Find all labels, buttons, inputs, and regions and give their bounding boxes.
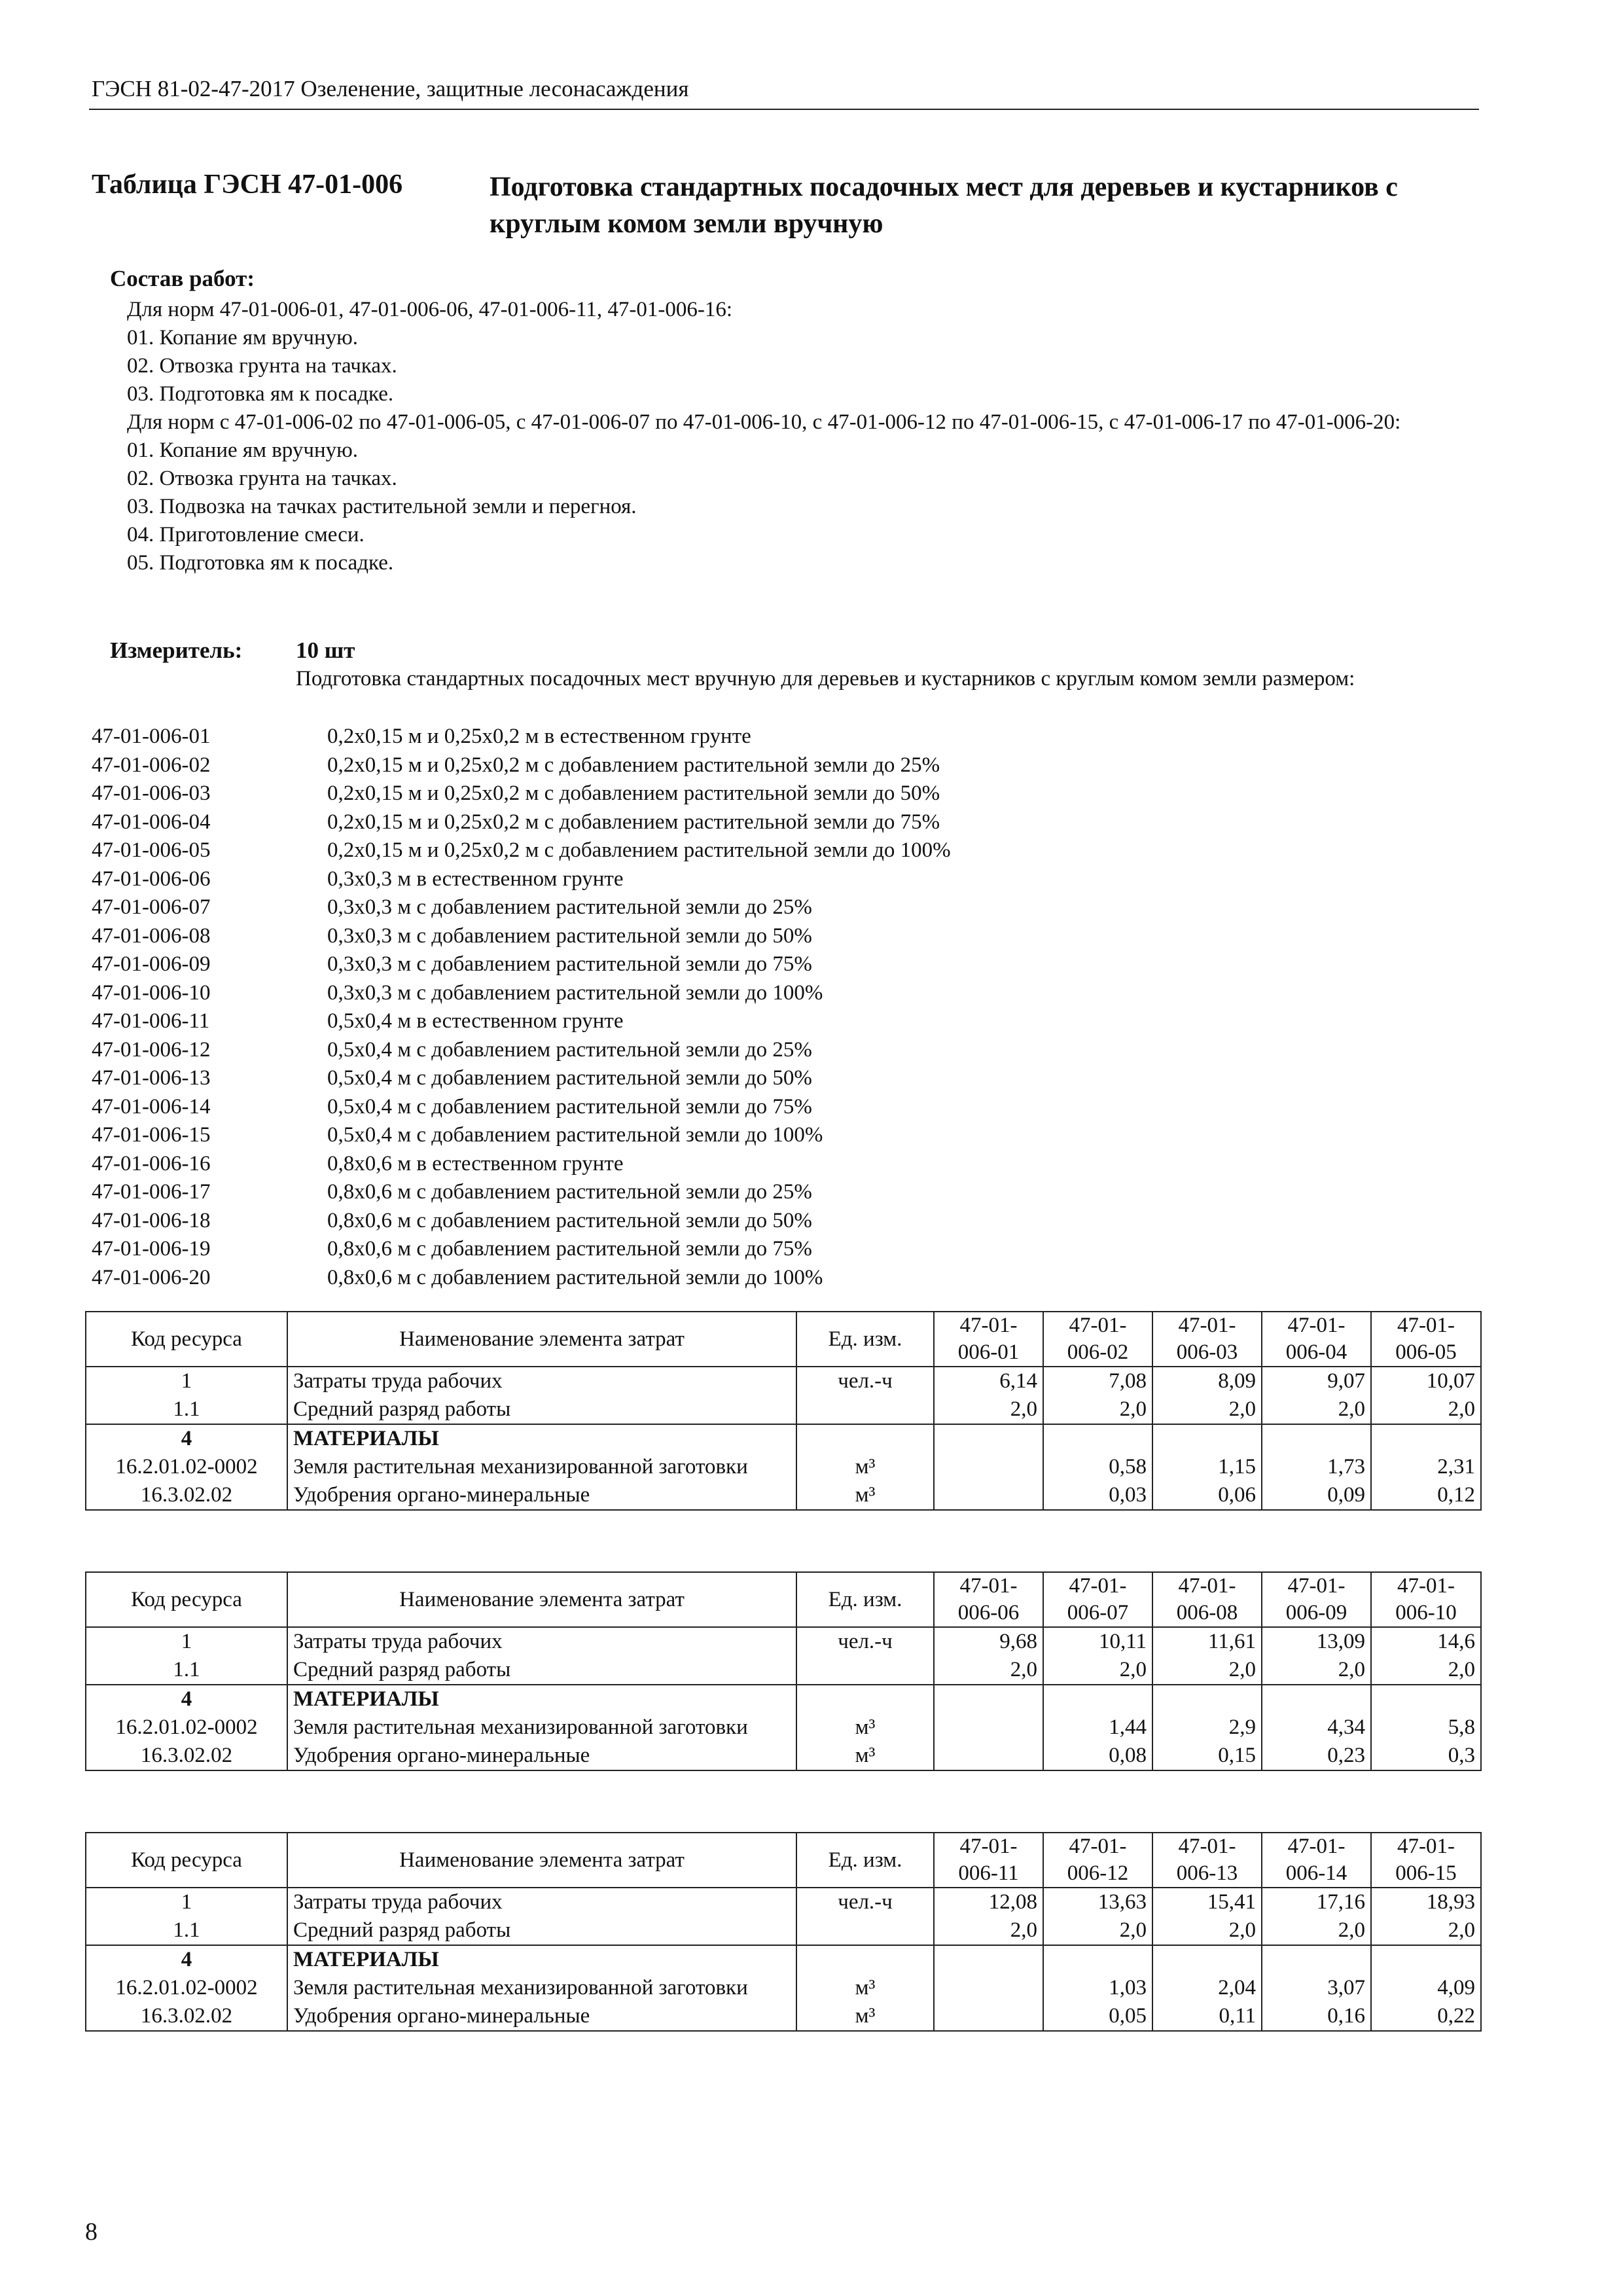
header-norm-column xyxy=(1371,1312,1481,1367)
row-value: 1,73 xyxy=(1262,1453,1371,1481)
composition-list xyxy=(127,296,1462,577)
row-value xyxy=(934,1453,1043,1481)
row-value: 14,6 xyxy=(1371,1627,1481,1656)
measure-label: Измеритель: xyxy=(110,637,243,663)
norm-row xyxy=(92,751,1466,780)
row-unit: м³ xyxy=(796,1713,934,1742)
row-value: 7,08 xyxy=(1043,1367,1152,1395)
header-norm-line: 006-02 xyxy=(1067,1340,1129,1364)
row-unit xyxy=(796,1656,934,1685)
row-name: МАТЕРИАЛЫ xyxy=(287,1685,796,1713)
row-unit: чел.-ч xyxy=(796,1888,934,1916)
header-name: Наименование элемента затрат xyxy=(287,1572,796,1627)
running-header: ГЭСН 81-02-47-2017 Озеленение, защитные лесонасаждения xyxy=(92,76,689,101)
row-value xyxy=(934,1424,1043,1453)
norm-code: 47-01-006-01 xyxy=(92,725,211,748)
row-value: 1,15 xyxy=(1152,1453,1262,1481)
row-value xyxy=(934,1945,1043,1974)
header-norm-line: 47-01- xyxy=(1178,1835,1236,1858)
row-unit xyxy=(796,1424,934,1453)
row-name: Затраты труда рабочих xyxy=(287,1627,796,1656)
row-value: 2,0 xyxy=(1043,1395,1152,1424)
header-norm-column xyxy=(934,1833,1043,1888)
row-value: 11,61 xyxy=(1152,1627,1262,1656)
header-norm-line: 006-01 xyxy=(957,1340,1020,1364)
row-value xyxy=(1043,1685,1152,1713)
norm-row xyxy=(92,1235,1466,1264)
row-code: 16.3.02.02 xyxy=(86,2002,287,2031)
row-unit xyxy=(796,1685,934,1713)
composition-line: 01. Копание ям вручную. xyxy=(127,439,359,462)
header-norm-column xyxy=(1152,1833,1262,1888)
row-value xyxy=(1262,1424,1371,1453)
row-value: 13,63 xyxy=(1043,1888,1152,1916)
row-value: 2,0 xyxy=(934,1395,1043,1424)
row-value xyxy=(1371,1945,1481,1974)
header-norm-line: 006-06 xyxy=(957,1601,1020,1624)
norm-code: 47-01-006-16 xyxy=(92,1151,211,1175)
composition-line: 02. Отвозка грунта на тачках. xyxy=(127,354,397,378)
row-value: 4,09 xyxy=(1371,1974,1481,2002)
row-name: Земля растительная механизированной заготовки xyxy=(287,1713,796,1742)
row-code: 4 xyxy=(86,1685,287,1713)
norm-row xyxy=(92,979,1466,1008)
norm-row xyxy=(92,865,1466,894)
composition-line: 03. Подготовка ям к посадке. xyxy=(127,382,394,406)
norm-code: 47-01-006-14 xyxy=(92,1094,211,1119)
table-header-row xyxy=(86,1833,1481,1888)
row-code: 4 xyxy=(86,1945,287,1974)
measure-unit: 10 шт xyxy=(296,637,355,663)
norm-description: 0,8x0,6 м с добавлением растительной земли до 100% xyxy=(327,1265,823,1289)
norms-list xyxy=(92,723,1466,1292)
norm-description: 0,2x0,15 м и 0,25x0,2 м в естественном грунте xyxy=(327,725,751,748)
row-value: 2,0 xyxy=(1043,1656,1152,1685)
table-row xyxy=(86,1627,1481,1656)
header-norm-line: 006-03 xyxy=(1176,1340,1238,1364)
row-name: Затраты труда рабочих xyxy=(287,1888,796,1916)
row-unit: м³ xyxy=(796,1974,934,2002)
norm-row xyxy=(92,1064,1466,1093)
row-value xyxy=(1152,1945,1262,1974)
row-value: 4,34 xyxy=(1262,1713,1371,1742)
header-norm-column xyxy=(934,1572,1043,1627)
norm-row xyxy=(92,1264,1466,1293)
norm-description: 0,2x0,15 м и 0,25x0,2 м с добавлением растительной земли до 75% xyxy=(327,810,940,834)
norm-description: 0,3x0,3 м с добавлением растительной земли до 50% xyxy=(327,924,812,948)
row-value: 0,05 xyxy=(1043,2002,1152,2031)
header-code: Код ресурса xyxy=(86,1833,287,1888)
norm-description: 0,5x0,4 м с добавлением растительной земли до 25% xyxy=(327,1037,812,1062)
row-value: 2,31 xyxy=(1371,1453,1481,1481)
row-unit: м³ xyxy=(796,2002,934,2031)
header-norm-line: 47-01- xyxy=(959,1835,1018,1858)
norm-description: 0,5x0,4 м с добавлением растительной земли до 75% xyxy=(327,1094,812,1119)
row-value: 0,09 xyxy=(1262,1481,1371,1510)
norm-code: 47-01-006-17 xyxy=(92,1180,211,1204)
norm-description: 0,3x0,3 м в естественном грунте xyxy=(327,867,624,891)
header-norm-line: 47-01- xyxy=(1069,1574,1127,1598)
row-name: Средний разряд работы xyxy=(287,1656,796,1685)
norm-code: 47-01-006-10 xyxy=(92,980,211,1005)
header-norm-column xyxy=(1152,1312,1262,1367)
header-norm-line: 006-12 xyxy=(1067,1861,1129,1885)
header-norm-line: 47-01- xyxy=(1397,1574,1455,1598)
row-value: 1,03 xyxy=(1043,1974,1152,2002)
row-value: 2,0 xyxy=(1371,1916,1481,1945)
row-value: 2,04 xyxy=(1152,1974,1262,2002)
norm-description: 0,8x0,6 м с добавлением растительной земли до 75% xyxy=(327,1237,812,1261)
row-value: 2,0 xyxy=(1152,1656,1262,1685)
row-value: 6,14 xyxy=(934,1367,1043,1395)
header-norm-line: 47-01- xyxy=(1287,1314,1346,1337)
table-row xyxy=(86,1367,1481,1395)
row-value xyxy=(1152,1685,1262,1713)
norm-description: 0,8x0,6 м с добавлением растительной земли до 50% xyxy=(327,1208,812,1232)
table-header-row xyxy=(86,1572,1481,1627)
row-value xyxy=(934,1481,1043,1510)
norm-row xyxy=(92,1150,1466,1179)
row-value: 0,58 xyxy=(1043,1453,1152,1481)
table-row xyxy=(86,1888,1481,1916)
header-norm-column xyxy=(1152,1572,1262,1627)
table-row xyxy=(86,2002,1481,2031)
norm-row xyxy=(92,836,1466,865)
header-norm-line: 47-01- xyxy=(1069,1314,1127,1337)
row-name: Удобрения органо-минеральные xyxy=(287,2002,796,2031)
header-name: Наименование элемента затрат xyxy=(287,1312,796,1367)
row-value: 0,15 xyxy=(1152,1742,1262,1770)
row-value: 0,06 xyxy=(1152,1481,1262,1510)
norm-row xyxy=(92,780,1466,808)
header-unit: Ед. изм. xyxy=(796,1572,934,1627)
norm-description: 0,8x0,6 м с добавлением растительной земли до 25% xyxy=(327,1180,812,1204)
row-value xyxy=(934,2002,1043,2031)
row-value: 2,0 xyxy=(1043,1916,1152,1945)
header-norm-line: 006-13 xyxy=(1176,1861,1238,1885)
row-name: Средний разряд работы xyxy=(287,1916,796,1945)
row-unit xyxy=(796,1916,934,1945)
row-unit: чел.-ч xyxy=(796,1627,934,1656)
table-row xyxy=(86,1656,1481,1685)
row-value xyxy=(1371,1685,1481,1713)
norm-row xyxy=(92,950,1466,979)
row-value: 2,0 xyxy=(1371,1395,1481,1424)
norm-code: 47-01-006-13 xyxy=(92,1066,211,1090)
row-code: 16.2.01.02-0002 xyxy=(86,1713,287,1742)
header-norm-line: 006-11 xyxy=(958,1861,1019,1885)
row-value: 2,9 xyxy=(1152,1713,1262,1742)
norm-code: 47-01-006-04 xyxy=(92,810,211,834)
row-value: 2,0 xyxy=(1262,1916,1371,1945)
row-value: 18,93 xyxy=(1371,1888,1481,1916)
row-value: 0,16 xyxy=(1262,2002,1371,2031)
norm-row xyxy=(92,1093,1466,1122)
row-value xyxy=(934,1742,1043,1770)
norm-code: 47-01-006-07 xyxy=(92,895,211,919)
header-norm-line: 47-01- xyxy=(1178,1574,1236,1598)
norm-row xyxy=(92,1178,1466,1207)
row-value xyxy=(1152,1424,1262,1453)
norm-row xyxy=(92,1121,1466,1150)
table-row xyxy=(86,1916,1481,1945)
row-value: 9,07 xyxy=(1262,1367,1371,1395)
norm-description: 0,5x0,4 м в естественном грунте xyxy=(327,1009,624,1033)
table-row xyxy=(86,1453,1481,1481)
header-norm-column xyxy=(1043,1833,1152,1888)
resource-table-1 xyxy=(85,1311,1482,1511)
norm-code: 47-01-006-05 xyxy=(92,838,211,862)
norm-description: 0,3x0,3 м с добавлением растительной земли до 25% xyxy=(327,895,812,919)
header-norm-column xyxy=(1262,1833,1371,1888)
row-name: Земля растительная механизированной заготовки xyxy=(287,1453,796,1481)
row-unit: м³ xyxy=(796,1481,934,1510)
norm-description: 0,2x0,15 м и 0,25x0,2 м с добавлением растительной земли до 100% xyxy=(327,838,951,862)
header-rule xyxy=(89,109,1479,110)
header-norm-line: 006-04 xyxy=(1285,1340,1347,1364)
norm-code: 47-01-006-09 xyxy=(92,952,211,976)
row-name: МАТЕРИАЛЫ xyxy=(287,1424,796,1453)
row-value: 9,68 xyxy=(934,1627,1043,1656)
row-value: 0,22 xyxy=(1371,2002,1481,2031)
row-value: 0,03 xyxy=(1043,1481,1152,1510)
header-norm-column xyxy=(1043,1572,1152,1627)
header-norm-line: 47-01- xyxy=(1287,1574,1346,1598)
row-code: 1 xyxy=(86,1627,287,1656)
norm-description: 0,3x0,3 м с добавлением растительной земли до 100% xyxy=(327,980,823,1005)
norm-description: 0,8x0,6 м в естественном грунте xyxy=(327,1151,624,1175)
header-unit: Ед. изм. xyxy=(796,1312,934,1367)
composition-line: 04. Приготовление смеси. xyxy=(127,523,365,547)
row-value: 8,09 xyxy=(1152,1367,1262,1395)
row-value: 3,07 xyxy=(1262,1974,1371,2002)
table-row xyxy=(86,1685,1481,1713)
row-value xyxy=(934,1974,1043,2002)
row-value: 2,0 xyxy=(934,1916,1043,1945)
norm-code: 47-01-006-08 xyxy=(92,924,211,948)
row-value xyxy=(1371,1424,1481,1453)
norm-code: 47-01-006-20 xyxy=(92,1265,211,1289)
resource-table-2 xyxy=(85,1571,1482,1771)
row-name: Земля растительная механизированной заготовки xyxy=(287,1974,796,2002)
norm-row xyxy=(92,893,1466,922)
header-norm-line: 47-01- xyxy=(1397,1835,1455,1858)
composition-line: 01. Копание ям вручную. xyxy=(127,326,359,350)
norm-row xyxy=(92,1007,1466,1036)
norm-code: 47-01-006-03 xyxy=(92,781,211,805)
row-code: 1 xyxy=(86,1367,287,1395)
row-unit: чел.-ч xyxy=(796,1367,934,1395)
row-value: 0,08 xyxy=(1043,1742,1152,1770)
table-row xyxy=(86,1713,1481,1742)
table-header-row xyxy=(86,1312,1481,1367)
header-norm-line: 47-01- xyxy=(1069,1835,1127,1858)
header-norm-column xyxy=(1043,1312,1152,1367)
header-norm-line: 47-01- xyxy=(1287,1835,1346,1858)
norm-row xyxy=(92,1207,1466,1236)
row-code: 1 xyxy=(86,1888,287,1916)
row-code: 1.1 xyxy=(86,1916,287,1945)
composition-line: 05. Подготовка ям к посадке. xyxy=(127,551,394,575)
row-value: 2,0 xyxy=(1262,1656,1371,1685)
row-unit: м³ xyxy=(796,1742,934,1770)
norm-code: 47-01-006-15 xyxy=(92,1123,211,1147)
row-value: 2,0 xyxy=(1262,1395,1371,1424)
row-value: 10,07 xyxy=(1371,1367,1481,1395)
norm-code: 47-01-006-06 xyxy=(92,867,211,891)
measure-description: Подготовка стандартных посадочных мест вручную для деревьев и кустарников с круглым комом земли размером: xyxy=(296,667,1355,691)
row-value: 2,0 xyxy=(1152,1916,1262,1945)
norm-code: 47-01-006-11 xyxy=(92,1009,210,1033)
header-norm-line: 47-01- xyxy=(1178,1314,1236,1337)
header-norm-line: 47-01- xyxy=(959,1314,1018,1337)
row-unit: м³ xyxy=(796,1453,934,1481)
header-norm-line: 006-08 xyxy=(1176,1601,1238,1624)
header-name: Наименование элемента затрат xyxy=(287,1833,796,1888)
norm-code: 47-01-006-12 xyxy=(92,1037,211,1062)
table-row xyxy=(86,1945,1481,1974)
header-norm-line: 006-07 xyxy=(1067,1601,1129,1624)
row-value: 0,11 xyxy=(1152,2002,1262,2031)
header-norm-column xyxy=(1262,1572,1371,1627)
row-code: 1.1 xyxy=(86,1656,287,1685)
header-norm-line: 47-01- xyxy=(959,1574,1018,1598)
table-title: Подготовка стандартных посадочных мест для деревьев и кустарников с круглым комом земли вручную xyxy=(490,172,1398,239)
row-value xyxy=(1262,1945,1371,1974)
row-unit xyxy=(796,1945,934,1974)
header-code: Код ресурса xyxy=(86,1312,287,1367)
header-norm-column xyxy=(934,1312,1043,1367)
row-name: МАТЕРИАЛЫ xyxy=(287,1945,796,1974)
composition-line: 02. Отвозка грунта на тачках. xyxy=(127,467,397,490)
row-value xyxy=(934,1685,1043,1713)
row-value: 1,44 xyxy=(1043,1713,1152,1742)
row-value: 17,16 xyxy=(1262,1888,1371,1916)
header-norm-column xyxy=(1371,1833,1481,1888)
row-value: 12,08 xyxy=(934,1888,1043,1916)
norm-row xyxy=(92,922,1466,951)
resource-table-3 xyxy=(85,1832,1482,2032)
header-norm-line: 006-10 xyxy=(1395,1601,1457,1624)
row-value: 2,0 xyxy=(934,1656,1043,1685)
row-code: 16.3.02.02 xyxy=(86,1481,287,1510)
header-norm-column xyxy=(1371,1572,1481,1627)
row-value: 5,8 xyxy=(1371,1713,1481,1742)
norm-row xyxy=(92,1036,1466,1065)
row-unit xyxy=(796,1395,934,1424)
composition-line: 03. Подвозка на тачках растительной земли и перегноя. xyxy=(127,495,637,518)
norm-code: 47-01-006-02 xyxy=(92,753,211,777)
header-norm-line: 006-09 xyxy=(1285,1601,1347,1624)
row-code: 16.3.02.02 xyxy=(86,1742,287,1770)
header-code: Код ресурса xyxy=(86,1572,287,1627)
norm-code: 47-01-006-18 xyxy=(92,1208,211,1232)
row-code: 1.1 xyxy=(86,1395,287,1424)
row-value xyxy=(934,1713,1043,1742)
row-value: 0,3 xyxy=(1371,1742,1481,1770)
row-code: 16.2.01.02-0002 xyxy=(86,1974,287,2002)
composition-line: Для норм с 47-01-006-02 по 47-01-006-05, с 47-01-006-07 по 47-01-006-10, с 47-01-006-12 по 47-01-006-15, с 47-01-006-17 по 47-01-006-20: xyxy=(127,410,1401,434)
composition-line: Для норм 47-01-006-01, 47-01-006-06, 47-01-006-11, 47-01-006-16: xyxy=(127,298,733,321)
header-unit: Ед. изм. xyxy=(796,1833,934,1888)
table-row xyxy=(86,1481,1481,1510)
header-norm-line: 006-05 xyxy=(1395,1340,1457,1364)
row-value: 2,0 xyxy=(1371,1656,1481,1685)
norm-row xyxy=(92,808,1466,837)
header-norm-line: 006-14 xyxy=(1285,1861,1347,1885)
page-number: 8 xyxy=(85,2218,98,2246)
row-name: Удобрения органо-минеральные xyxy=(287,1742,796,1770)
header-norm-line: 47-01- xyxy=(1397,1314,1455,1337)
row-value: 10,11 xyxy=(1043,1627,1152,1656)
norm-description: 0,2x0,15 м и 0,25x0,2 м с добавлением растительной земли до 50% xyxy=(327,781,940,805)
norm-description: 0,3x0,3 м с добавлением растительной земли до 75% xyxy=(327,952,812,976)
row-value: 0,12 xyxy=(1371,1481,1481,1510)
norm-description: 0,5x0,4 м с добавлением растительной земли до 50% xyxy=(327,1066,812,1090)
header-norm-line: 006-15 xyxy=(1395,1861,1457,1885)
row-name: Затраты труда рабочих xyxy=(287,1367,796,1395)
norm-code: 47-01-006-19 xyxy=(92,1237,211,1261)
row-value: 0,23 xyxy=(1262,1742,1371,1770)
norm-description: 0,2x0,15 м и 0,25x0,2 м с добавлением растительной земли до 25% xyxy=(327,753,940,777)
row-value: 13,09 xyxy=(1262,1627,1371,1656)
table-row xyxy=(86,1974,1481,2002)
row-value xyxy=(1043,1945,1152,1974)
row-value xyxy=(1043,1424,1152,1453)
norm-description: 0,5x0,4 м с добавлением растительной земли до 100% xyxy=(327,1123,823,1147)
table-row xyxy=(86,1395,1481,1424)
norm-row xyxy=(92,723,1466,751)
row-value: 15,41 xyxy=(1152,1888,1262,1916)
row-value xyxy=(1262,1685,1371,1713)
table-row xyxy=(86,1742,1481,1770)
row-name: Средний разряд работы xyxy=(287,1395,796,1424)
row-name: Удобрения органо-минеральные xyxy=(287,1481,796,1510)
composition-heading: Состав работ: xyxy=(110,266,255,291)
row-value: 2,0 xyxy=(1152,1395,1262,1424)
header-norm-column xyxy=(1262,1312,1371,1367)
table-label: Таблица ГЭСН 47-01-006 xyxy=(92,170,403,200)
table-row xyxy=(86,1424,1481,1453)
row-code: 4 xyxy=(86,1424,287,1453)
row-code: 16.2.01.02-0002 xyxy=(86,1453,287,1481)
